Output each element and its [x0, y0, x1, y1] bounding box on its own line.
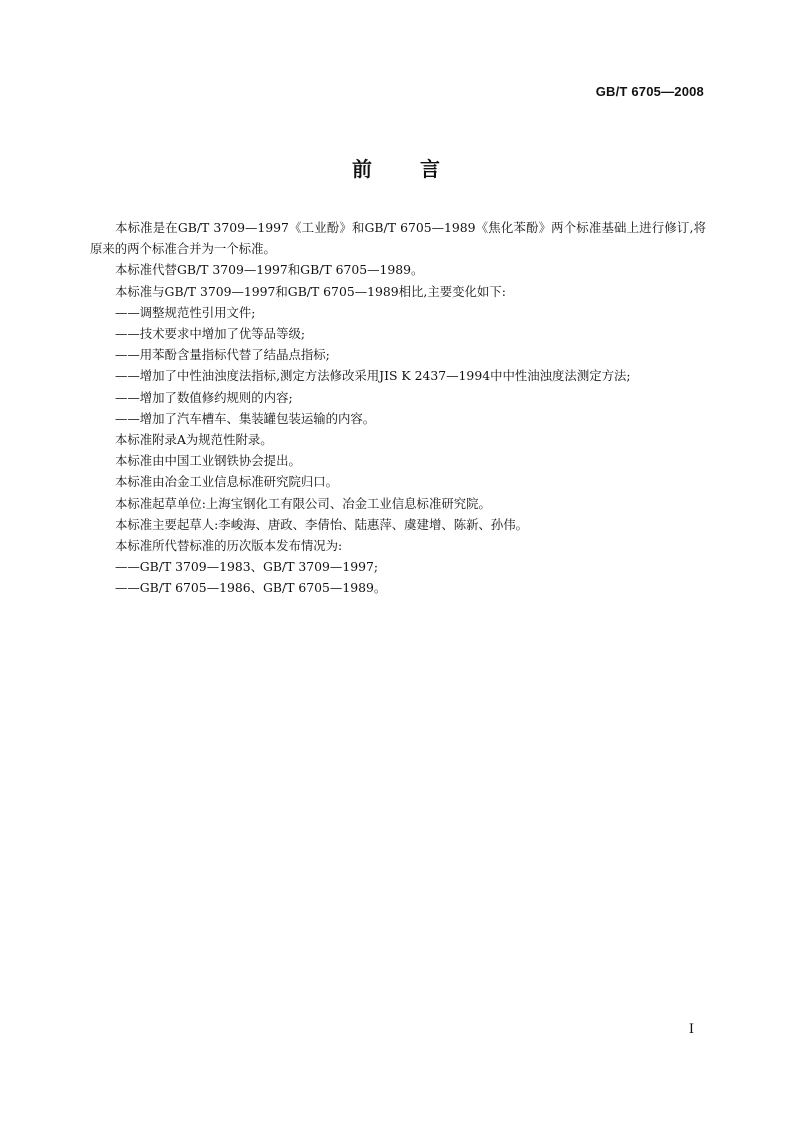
page-title-part-1: 前: [352, 157, 374, 181]
paragraph-revision: 本标准是在GB/T 3709—1997《工业酚》和GB/T 6705—1989《焦化苯酚》两个标准基础上进行修订,将原来的两个标准合并为一个标准。: [90, 220, 706, 257]
history-list: [90, 556, 706, 598]
paragraph-changes-intro: 本标准与GB/T 3709—1997和GB/T 6705—1989相比,主要变化如下:: [115, 283, 506, 299]
page-number: I: [688, 1022, 694, 1037]
changes-list: [90, 302, 706, 429]
foreword-body: [90, 217, 706, 599]
paragraph-drafters: 本标准主要起草人:李峻海、唐政、李倩怡、陆惠萍、虞建增、陈新、孙伟。: [115, 516, 529, 532]
page-title-part-2: 言: [420, 157, 442, 181]
list-item: ——增加了汽车槽车、集装罐包装运输的内容。: [115, 410, 376, 426]
list-item: ——调整规范性引用文件;: [115, 304, 256, 320]
list-item: ——技术要求中增加了优等品等级;: [115, 326, 306, 342]
list-item: ——增加了中性油浊度法指标,测定方法修改采用JIS K 2437—1994中中性油浊度法测定方法;: [115, 368, 631, 384]
list-item: ——增加了数值修约规则的内容;: [115, 389, 293, 405]
paragraph-centralized-by: 本标准由冶金工业信息标准研究院归口。: [115, 474, 339, 490]
paragraph-proposed-by: 本标准由中国工业钢铁协会提出。: [115, 453, 301, 469]
page-title: [0, 153, 794, 182]
paragraph-replaces: 本标准代替GB/T 3709—1997和GB/T 6705—1989。: [115, 262, 424, 278]
list-item: ——GB/T 6705—1986、GB/T 6705—1989。: [115, 580, 387, 596]
paragraph-history-intro: 本标准所代替标准的历次版本发布情况为:: [115, 538, 343, 554]
paragraph-annex: 本标准附录A为规范性附录。: [115, 432, 273, 448]
paragraph-drafting-units: 本标准起草单位:上海宝钢化工有限公司、冶金工业信息标准研究院。: [115, 495, 491, 511]
list-item: ——GB/T 3709—1983、GB/T 3709—1997;: [115, 559, 379, 575]
standard-code: GB/T 6705—2008: [595, 84, 704, 99]
list-item: ——用苯酚含量指标代替了结晶点指标;: [115, 347, 330, 363]
